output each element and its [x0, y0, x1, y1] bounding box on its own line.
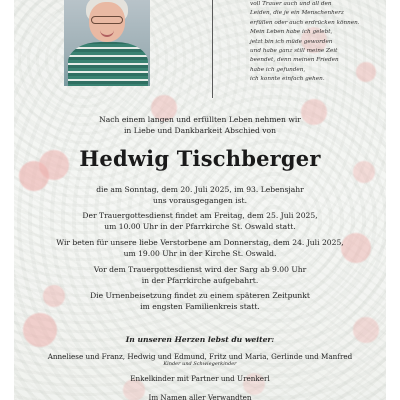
poem-line: und habe ganz still meine Zeit — [250, 48, 338, 55]
poem — [250, 0, 386, 85]
deceased-name: Hedwig Tischberger — [79, 146, 321, 171]
death-line-1: die am Sonntag, dem 20. Juli 2025, im 93. Lebensjahr — [96, 185, 304, 194]
intro-text — [14, 114, 386, 136]
poem-line: beendet, denn meinen Frieden — [250, 57, 339, 64]
coffin-viewing-info — [14, 264, 386, 286]
obituary-content — [14, 0, 386, 400]
coffin-line-1: Vor dem Trauergottesdienst wird der Sarg ab 9.00 Uhr — [93, 265, 307, 274]
prayer-line-1: Wir beten für unsere liebe Verstorbene am Donnerstag, dem 24. Juli 2025, — [56, 238, 344, 247]
family-relation: Kinder und Schwiegerkinder — [163, 361, 237, 367]
poem-line: voll Trauer auch und all den — [250, 1, 332, 7]
poem-line: Mein Leben habe ich gelebt, — [250, 29, 333, 36]
portrait-clothing — [68, 42, 148, 86]
death-line-2: uns vorausgegangen ist. — [153, 196, 247, 206]
service-line-1: Der Trauergottesdienst findet am Freitag, dem 25. Juli 2025, — [82, 211, 318, 220]
family-names: Anneliese und Franz, Hedwig und Edmund, Fritz und Maria, Gerlinde und Manfred — [47, 352, 353, 361]
urn-burial-info — [14, 290, 386, 312]
cross-divider — [212, 0, 213, 98]
grandchildren: Enkelkinder mit Partner und Urenkerl — [130, 374, 270, 383]
obituary-sheet — [14, 0, 386, 400]
deceased-portrait — [64, 0, 150, 86]
poem-line: habe ich gefunden, — [250, 66, 306, 73]
prayer-line-2: um 19.00 Uhr in der Kirche St. Oswald. — [123, 249, 277, 259]
urn-line-1: Die Urnenbeisetzung findet zu einem späteren Zeitpunkt — [90, 291, 310, 300]
funeral-service-info — [14, 210, 386, 232]
death-announcement — [14, 184, 386, 206]
urn-line-2: im engsten Familienkreis statt. — [140, 302, 260, 312]
prayer-info — [14, 237, 386, 259]
poem-line: erfüllen oder auch erdrücken können. — [250, 19, 360, 26]
intro-line-1: Nach einem langen und erfüllten Leben nehmen wir — [99, 115, 301, 124]
poem-line: ich konnte einfach gehen. — [250, 76, 325, 83]
closing-line: Im Namen aller Verwandten — [148, 393, 252, 400]
intro-line-2: in Liebe und Dankbarkeit Abschied von — [124, 126, 276, 135]
poem-line: jetzt bin ich müde geworden — [250, 38, 333, 45]
mourners-heading: In unseren Herzen lebst du weiter: — [125, 335, 275, 344]
service-line-2: um 10.00 Uhr in der Pfarrkirche St. Oswald statt. — [104, 222, 296, 232]
portrait-glasses — [91, 16, 123, 24]
coffin-line-2: in der Pfarrkirche aufgebahrt. — [141, 276, 259, 286]
poem-line: Leiden, die je ein Menschenherz — [250, 10, 344, 17]
